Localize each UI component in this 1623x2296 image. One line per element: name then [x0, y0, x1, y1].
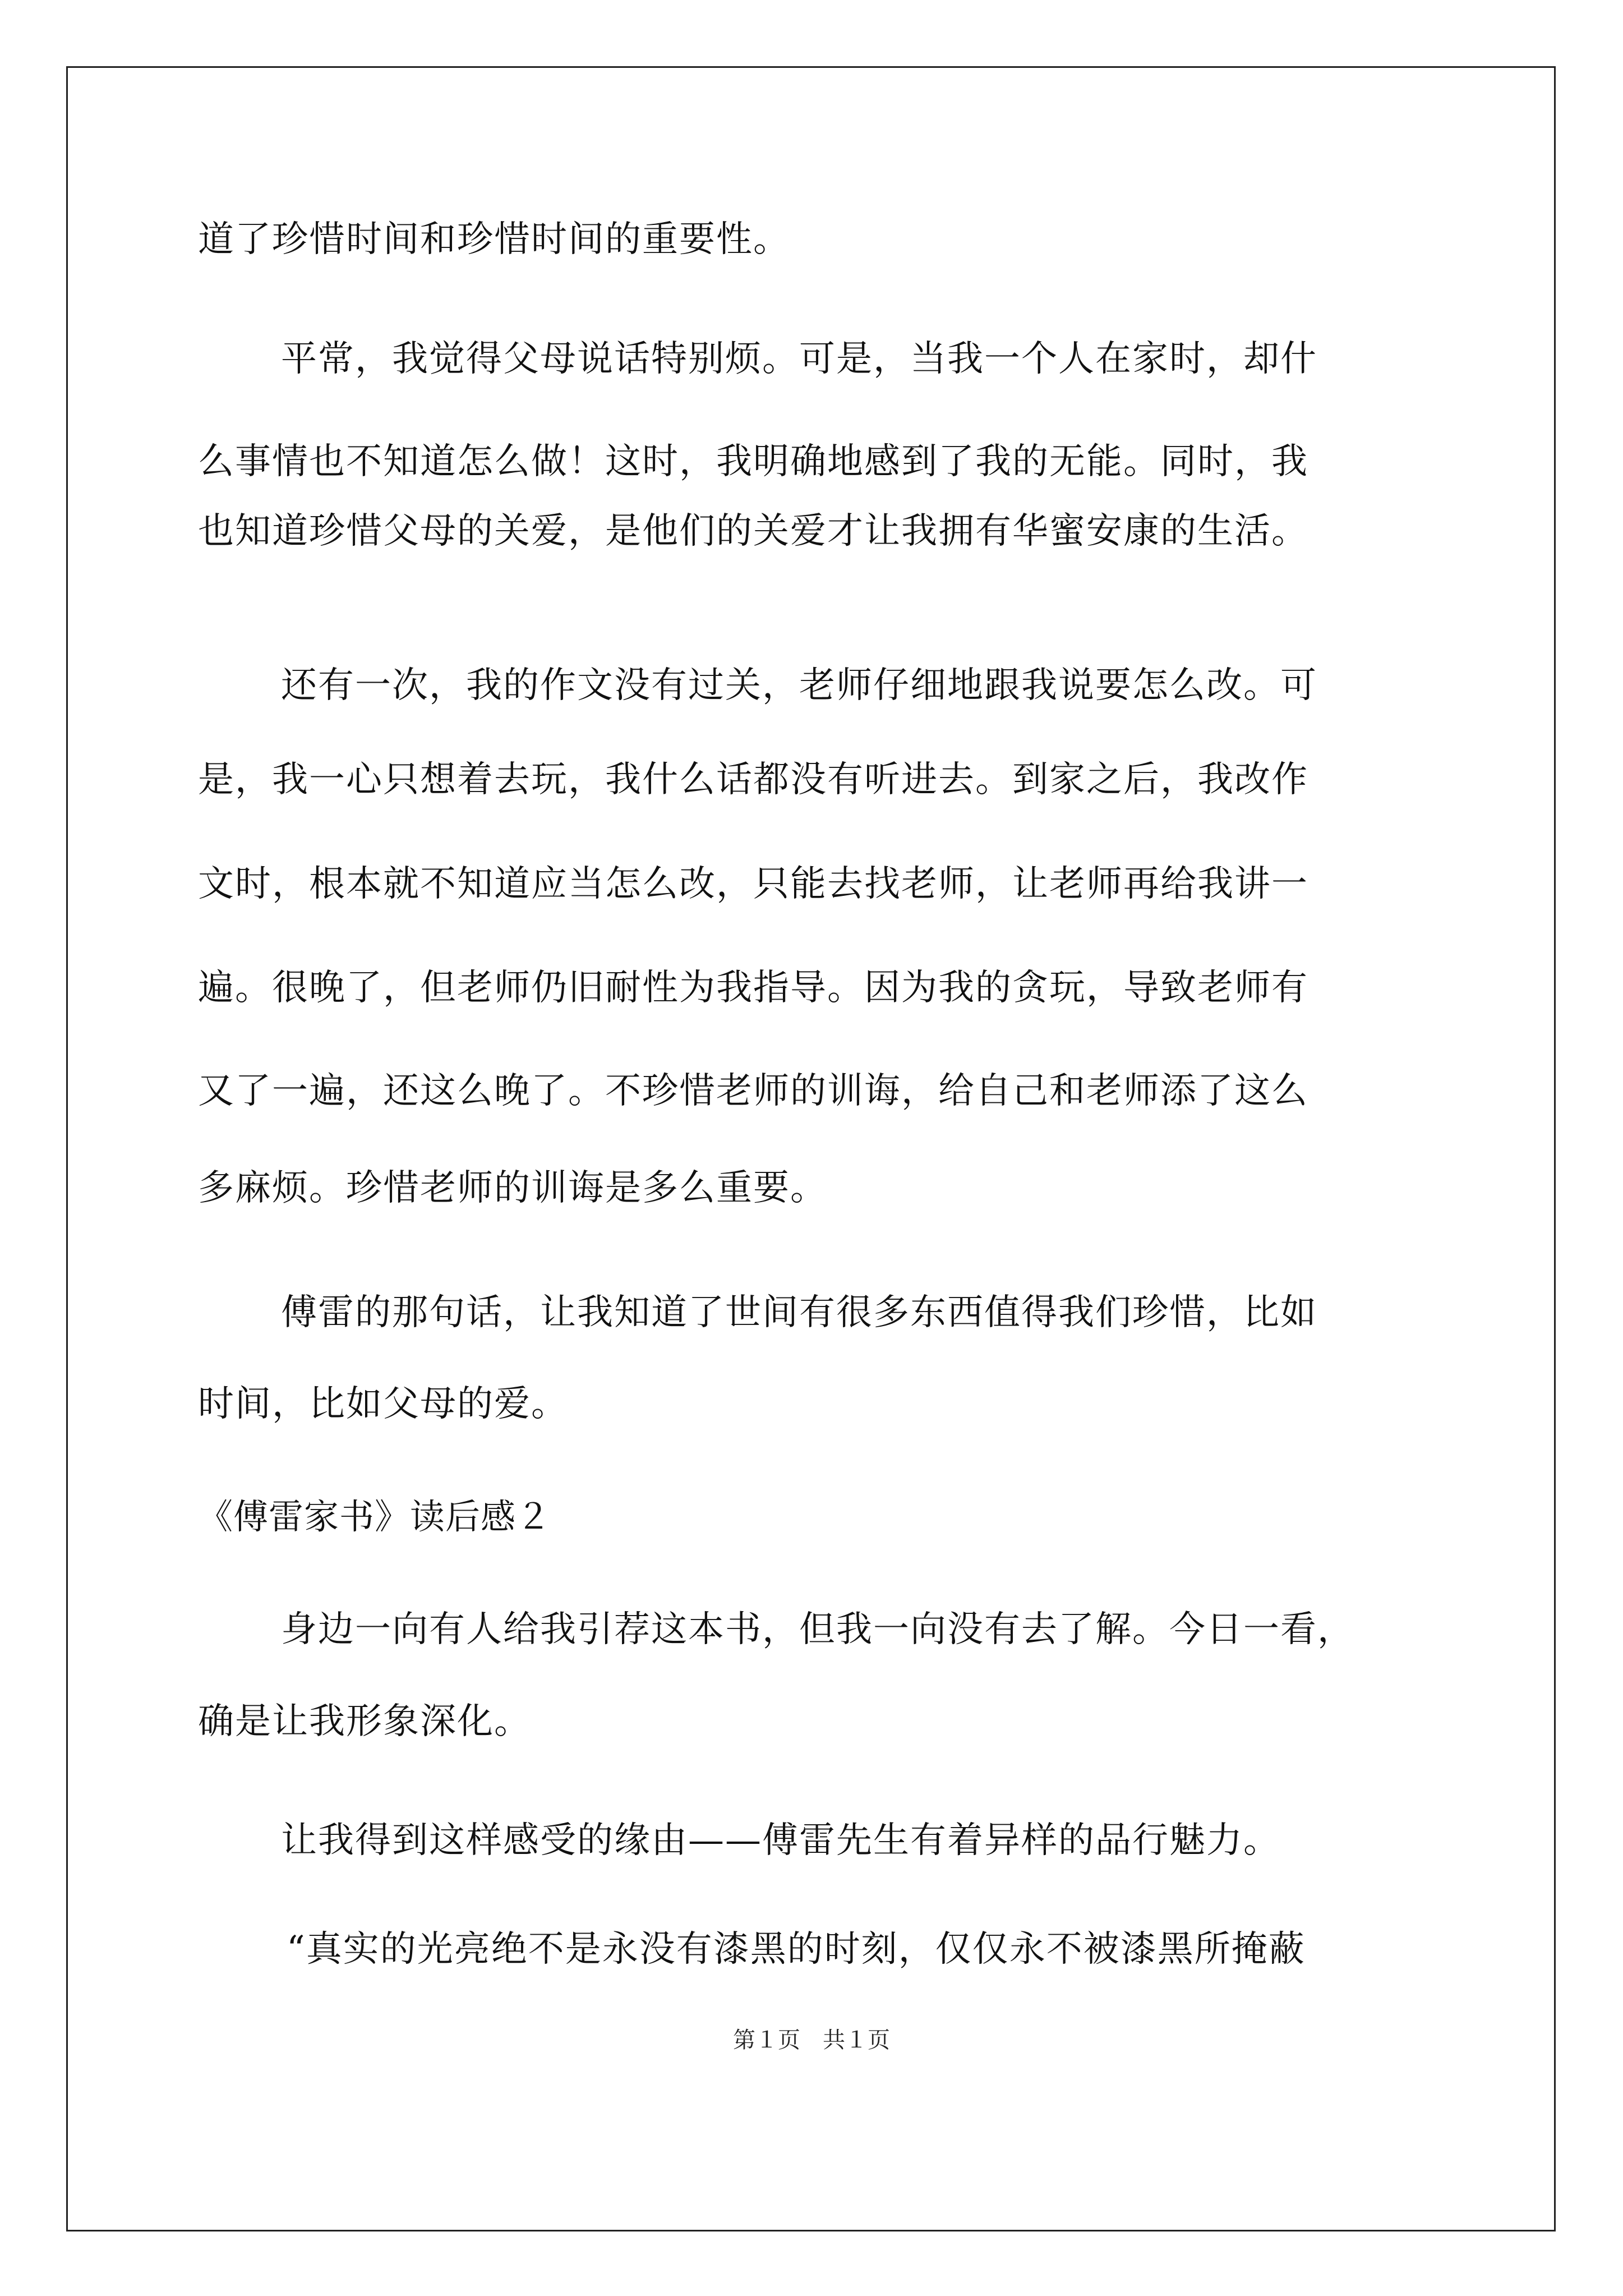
- paragraph-line: 又了一遍，还这么晚了。不珍惜老师的训诲，给自己和老师添了这么: [198, 1070, 1308, 1112]
- paragraph-line: 身边一向有人给我引荐这本书，但我一向没有去了解。今日一看，: [281, 1609, 1354, 1650]
- paragraph-line: 平常，我觉得父母说话特别烦。可是，当我一个人在家时，却什: [281, 338, 1317, 380]
- paragraph-line: 么事情也不知道怎么做！这时，我明确地感到了我的无能。同时，我: [198, 441, 1308, 482]
- paragraph-line: 也知道珍惜父母的关爱，是他们的关爱才让我拥有华蜜安康的生活。: [198, 510, 1308, 552]
- paragraph-line: 道了珍惜时间和珍惜时间的重要性。: [198, 219, 790, 260]
- section-heading: 《傅雷家书》读后感２: [198, 1496, 552, 1537]
- paragraph-line: 让我得到这样感受的缘由——傅雷先生有着异样的品行魅力。: [281, 1820, 1280, 1861]
- paragraph-line: 文时，根本就不知道应当怎么改，只能去找老师，让老师再给我讲一: [198, 863, 1308, 905]
- paragraph-line: 还有一次，我的作文没有过关，老师仔细地跟我说要怎么改。可: [281, 665, 1317, 706]
- paragraph-line: 时间，比如父母的爱。: [198, 1383, 568, 1425]
- page-footer: 第１页 共１页: [733, 2027, 890, 2053]
- paragraph-line: “真实的光亮绝不是永没有漆黑的时刻，仅仅永不被漆黑所掩蔽: [287, 1929, 1306, 1970]
- paragraph-line: 傅雷的那句话，让我知道了世间有很多东西值得我们珍惜，比如: [281, 1292, 1317, 1333]
- paragraph-line: 多麻烦。珍惜老师的训诲是多么重要。: [198, 1167, 827, 1209]
- paragraph-line: 遍。很晚了，但老师仍旧耐性为我指导。因为我的贪玩，导致老师有: [198, 967, 1308, 1009]
- page-border: [66, 66, 1556, 2231]
- paragraph-line: 是，我一心只想着去玩，我什么话都没有听进去。到家之后，我改作: [198, 759, 1308, 800]
- paragraph-line: 确是让我形象深化。: [198, 1701, 531, 1742]
